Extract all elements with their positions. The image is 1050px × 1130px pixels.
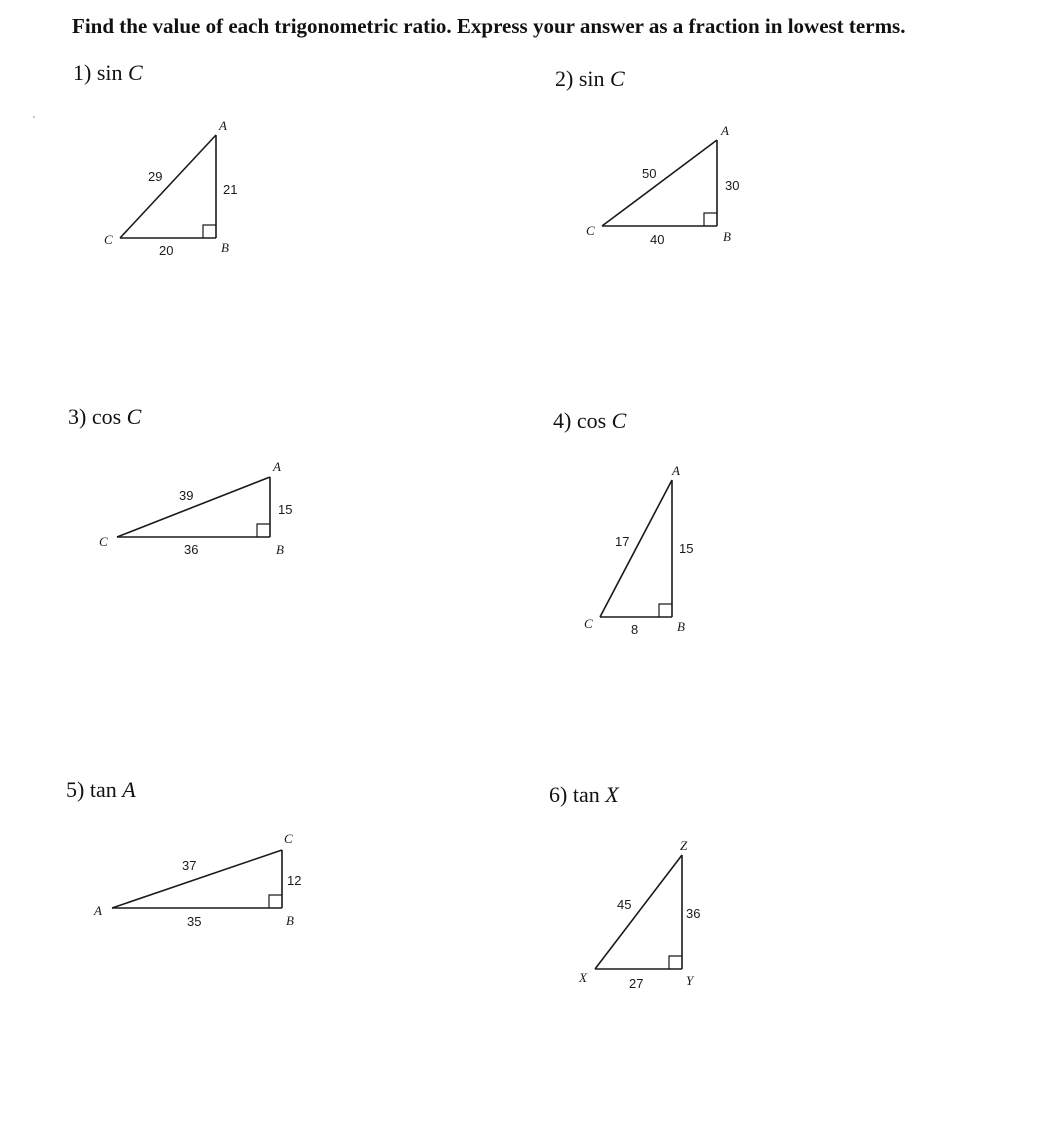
side-length-label: 39 — [179, 488, 194, 503]
vertex-label: C — [586, 223, 595, 238]
vertex-label: C — [104, 232, 113, 247]
vertex-label: C — [99, 534, 108, 549]
vertex-label: C — [584, 616, 593, 631]
triangle-4 — [580, 460, 720, 640]
vertex-label: B — [276, 542, 284, 557]
side-length-label: 37 — [182, 858, 197, 873]
triangle-3 — [95, 455, 315, 575]
problem-4-label: 4) cos C — [553, 408, 627, 433]
problem-1-label: 1) sin C — [73, 60, 143, 85]
vertex-label: B — [221, 240, 229, 255]
triangle-1 — [100, 115, 260, 265]
side-length-label: 35 — [187, 914, 202, 929]
vertex-label: B — [677, 619, 685, 634]
side-length-label: 12 — [287, 873, 302, 888]
side-length-label: 17 — [615, 534, 630, 549]
side-length-label: 15 — [679, 541, 694, 556]
problem-3-label: 3) cos C — [68, 404, 142, 429]
vertex-label: Y — [686, 973, 694, 988]
triangle-6 — [575, 835, 725, 1000]
vertex-label: A — [94, 903, 102, 918]
scan-speck — [33, 116, 35, 118]
instructions-heading: Find the value of each trigonometric ratio. Express your answer as a fraction in lowest terms. — [72, 14, 906, 38]
side-length-label: 36 — [686, 906, 701, 921]
vertex-label: B — [723, 229, 731, 244]
side-length-label: 36 — [184, 542, 199, 557]
side-length-label: 21 — [223, 182, 238, 197]
side-length-label: 40 — [650, 232, 665, 247]
vertex-label: Z — [680, 838, 688, 853]
vertex-label: A — [219, 118, 227, 133]
vertex-label: A — [721, 123, 729, 138]
triangle-5 — [90, 828, 320, 948]
side-length-label: 8 — [631, 622, 639, 637]
vertex-label: B — [286, 913, 294, 928]
vertex-label: A — [273, 459, 281, 474]
vertex-label: A — [672, 463, 680, 478]
side-length-label: 27 — [629, 976, 644, 991]
side-length-label: 50 — [642, 166, 657, 181]
side-length-label: 30 — [725, 178, 740, 193]
side-length-label: 45 — [617, 897, 632, 912]
side-length-label: 20 — [159, 243, 174, 258]
vertex-label: X — [579, 970, 587, 985]
problem-5-label: 5) tan A — [66, 777, 136, 802]
side-length-label: 15 — [278, 502, 293, 517]
problem-6-label: 6) tan X — [549, 782, 619, 807]
vertex-label: C — [284, 831, 293, 846]
side-length-label: 29 — [148, 169, 163, 184]
triangle-2 — [580, 120, 770, 260]
problem-2-label: 2) sin C — [555, 66, 625, 91]
